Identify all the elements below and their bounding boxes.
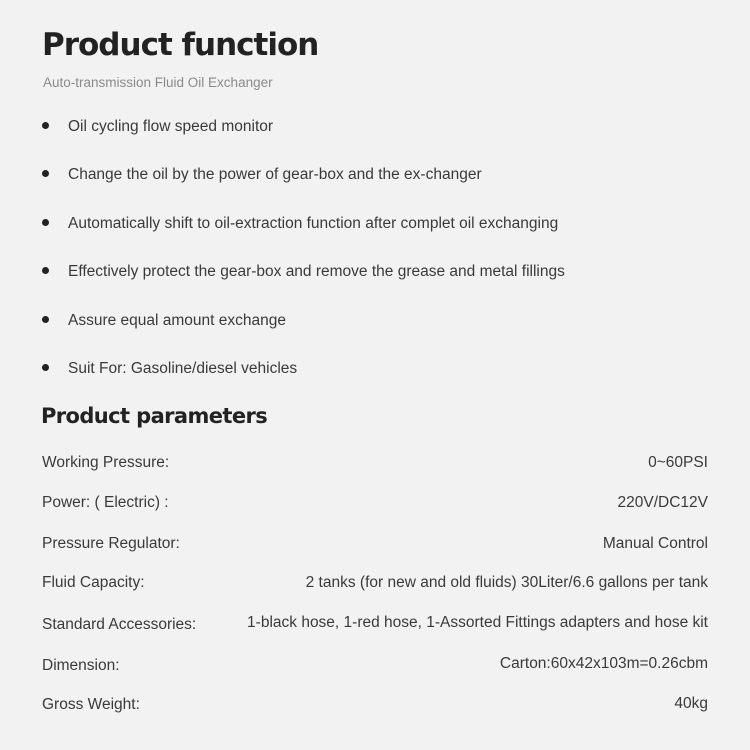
param-value: 0~60PSI [648, 454, 708, 471]
param-row-fluid-capacity [42, 574, 708, 596]
feature-text: Oil cycling flow speed monitor [68, 118, 274, 135]
param-label: Pressure Regulator: [42, 535, 180, 552]
param-value: 40kg [674, 695, 708, 712]
param-row-working-pressure [42, 454, 708, 476]
param-row-power [42, 494, 708, 516]
feature-text: Assure equal amount exchange [68, 312, 287, 329]
param-row-gross-weight [42, 695, 708, 717]
feature-text: Suit For: Gasoline/diesel vehicles [68, 360, 298, 377]
feature-text: Effectively protect the gear-box and remove the grease and metal fillings [68, 263, 565, 280]
param-value: Manual Control [602, 535, 708, 552]
param-label: Standard Accessories: [42, 616, 197, 633]
param-value: 1-black hose, 1-red hose, 1-Assorted Fittings adapters and hose kit [247, 614, 708, 631]
param-row-standard-accessories [42, 616, 708, 638]
param-label: Working Pressure: [42, 454, 170, 471]
param-label: Gross Weight: [42, 696, 140, 713]
param-row-pressure-regulator [42, 535, 708, 557]
param-label: Power: ( Electric) : [42, 494, 169, 511]
param-label: Fluid Capacity: [42, 574, 145, 591]
feature-item [40, 164, 482, 186]
param-value: Carton:60x42x103m=0.26cbm [499, 655, 708, 672]
param-label: Dimension: [42, 657, 120, 674]
feature-item [40, 358, 297, 380]
feature-item [40, 261, 565, 283]
feature-item [40, 116, 273, 138]
bullet-icon [42, 122, 49, 129]
feature-item [40, 310, 286, 332]
param-row-dimension [42, 655, 708, 677]
bullet-icon [42, 219, 49, 226]
bullet-icon [42, 267, 49, 274]
bullet-icon [42, 170, 49, 177]
feature-text: Change the oil by the power of gear-box and the ex-changer [68, 166, 482, 183]
page-title: Product function [42, 27, 319, 63]
page-subtitle: Auto-transmission Fluid Oil Exchanger [43, 75, 273, 90]
param-value: 2 tanks (for new and old fluids) 30Liter/6.6 gallons per tank [305, 574, 708, 591]
feature-item [40, 213, 558, 235]
feature-text: Automatically shift to oil-extraction function after complet oil exchanging [68, 215, 559, 232]
bullet-icon [42, 316, 49, 323]
parameters-title: Product parameters [41, 404, 268, 428]
bullet-icon [42, 364, 49, 371]
param-value: 220V/DC12V [617, 494, 708, 511]
